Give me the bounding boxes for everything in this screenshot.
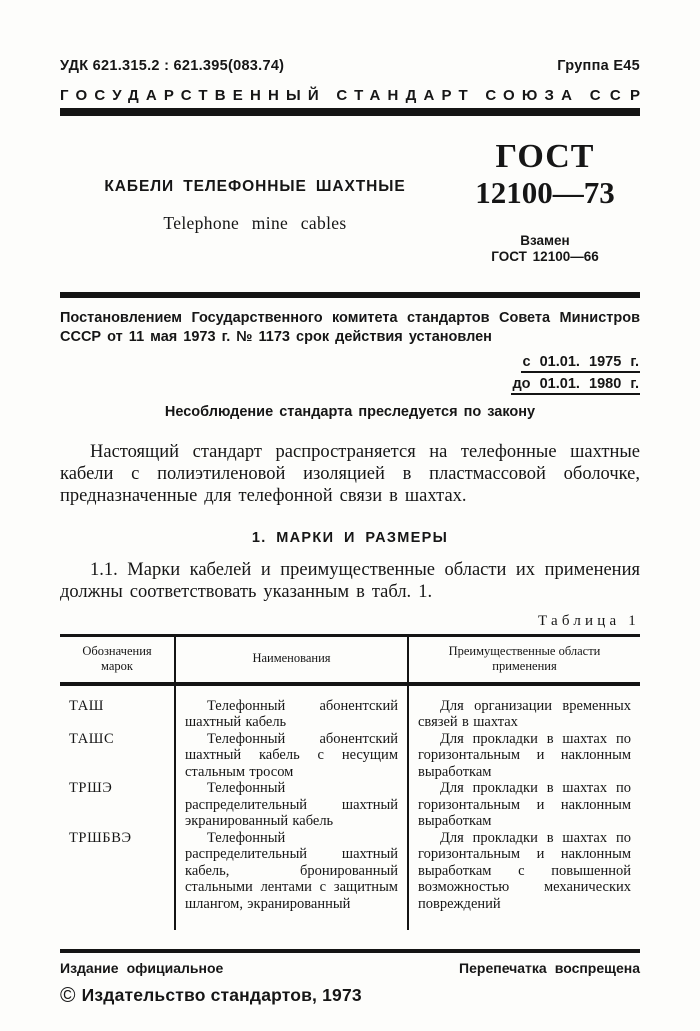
- law-notice: Несоблюдение стандарта преследуется по закону: [164, 403, 536, 420]
- table-row: [60, 780, 640, 830]
- name-cell: [175, 731, 408, 781]
- footer-row: [60, 960, 640, 976]
- application-text: Для прокладки в шахтах по горизонтальным и наклонным выработкам: [418, 780, 631, 830]
- name-text: Телефонный распределительный шахтный экранированный кабель: [185, 780, 398, 830]
- document-title-en: Telephone mine cables: [163, 213, 347, 233]
- application-text: Для прокладки в шахтах по горизонтальным и наклонным выработкам с повышенной возможностью механических повреждений: [418, 829, 631, 912]
- name-cell: [175, 780, 408, 830]
- application-text: Для организации временных связей в шахтах: [418, 697, 631, 731]
- name-text: Телефонный распределительный шахтный кабель, бронированный стальными лентами с защитным шлангом, экранированный: [185, 829, 398, 912]
- official-edition-label: Издание официальное: [60, 960, 224, 977]
- application-cell: [408, 684, 640, 731]
- masthead: [60, 87, 650, 104]
- replaces-label: Взамен: [520, 233, 570, 248]
- table-header-application: Преимущественные области применения: [408, 635, 640, 684]
- table-header-row: [60, 635, 640, 684]
- validity-dates: [60, 351, 640, 395]
- section-heading: 1. МАРКИ И РАЗМЕРЫ: [251, 530, 449, 547]
- copyright-line: [60, 985, 640, 1006]
- udc-label: УДК 621.315.2 : 621.395(083.74): [60, 58, 285, 74]
- gost-label: ГОСТ: [495, 138, 595, 175]
- meta-row: [60, 58, 640, 74]
- title-left: [60, 116, 450, 292]
- application-cell: [408, 830, 640, 931]
- name-text: Телефонный абонентский шахтный кабель: [185, 697, 398, 731]
- gost-number: 12100—73: [475, 175, 615, 210]
- table-row: [60, 684, 640, 731]
- title-block: [60, 116, 640, 292]
- group-label: Группа Е45: [557, 58, 640, 74]
- replaces-number: ГОСТ 12100—66: [491, 249, 599, 265]
- masthead-word: СОЮЗА: [485, 87, 580, 104]
- name-cell: [175, 684, 408, 731]
- application-cell: [408, 731, 640, 781]
- mark-cell: ТАШ: [69, 697, 104, 714]
- table-row: [60, 731, 640, 781]
- valid-to: до 01.01. 1980 г.: [511, 376, 640, 395]
- application-cell: [408, 780, 640, 830]
- copyright-icon: ©: [60, 984, 76, 1008]
- footer-rule: [60, 949, 640, 953]
- top-rule: [60, 108, 640, 116]
- intro-paragraph: Настоящий стандарт распространяется на телефонные шахтные кабели с полиэтиленовой изоляцией в пластмассовой оболочке, предназначенные для телефонной связи в шахтах.: [60, 441, 640, 506]
- mark-cell: ТРШЭ: [69, 780, 113, 797]
- clause-paragraph: 1.1. Марки кабелей и преимущественные области их применения должны соответствовать указанным в табл. 1.: [60, 560, 640, 603]
- table-header-mark: Обозначения марок: [60, 635, 175, 684]
- table-row: [60, 830, 640, 931]
- copyright-text: Издательство стандартов, 1973: [81, 985, 362, 1006]
- masthead-word: СТАНДАРТ: [336, 87, 475, 104]
- table-header-name: Наименования: [175, 635, 408, 684]
- decree-paragraph: Постановлением Государственного комитета стандартов Совета Министров СССР от 11 мая 1973 г. № 1173 срок действия установлен: [60, 310, 640, 346]
- standard-designation: [450, 116, 640, 292]
- replaces-block: [450, 233, 640, 265]
- name-text: Телефонный абонентский шахтный кабель с несущим стальным тросом: [185, 730, 398, 780]
- application-text: Для прокладки в шахтах по горизонтальным и наклонным выработкам: [418, 730, 631, 780]
- marks-table: [60, 634, 640, 931]
- masthead-word: ССР: [589, 87, 650, 104]
- mark-cell: ТРШБВЭ: [69, 829, 132, 846]
- document-title-ru: КАБЕЛИ ТЕЛЕФОННЫЕ ШАХТНЫЕ: [104, 178, 406, 195]
- second-rule: [60, 292, 640, 298]
- reprint-notice-label: Перепечатка воспрещена: [459, 960, 640, 977]
- valid-from: с 01.01. 1975 г.: [521, 354, 640, 373]
- mark-cell: ТАШС: [69, 730, 115, 747]
- masthead-word: ГОСУДАРСТВЕННЫЙ: [60, 87, 326, 104]
- name-cell: [175, 830, 408, 931]
- table-caption: Таблица 1: [538, 612, 640, 629]
